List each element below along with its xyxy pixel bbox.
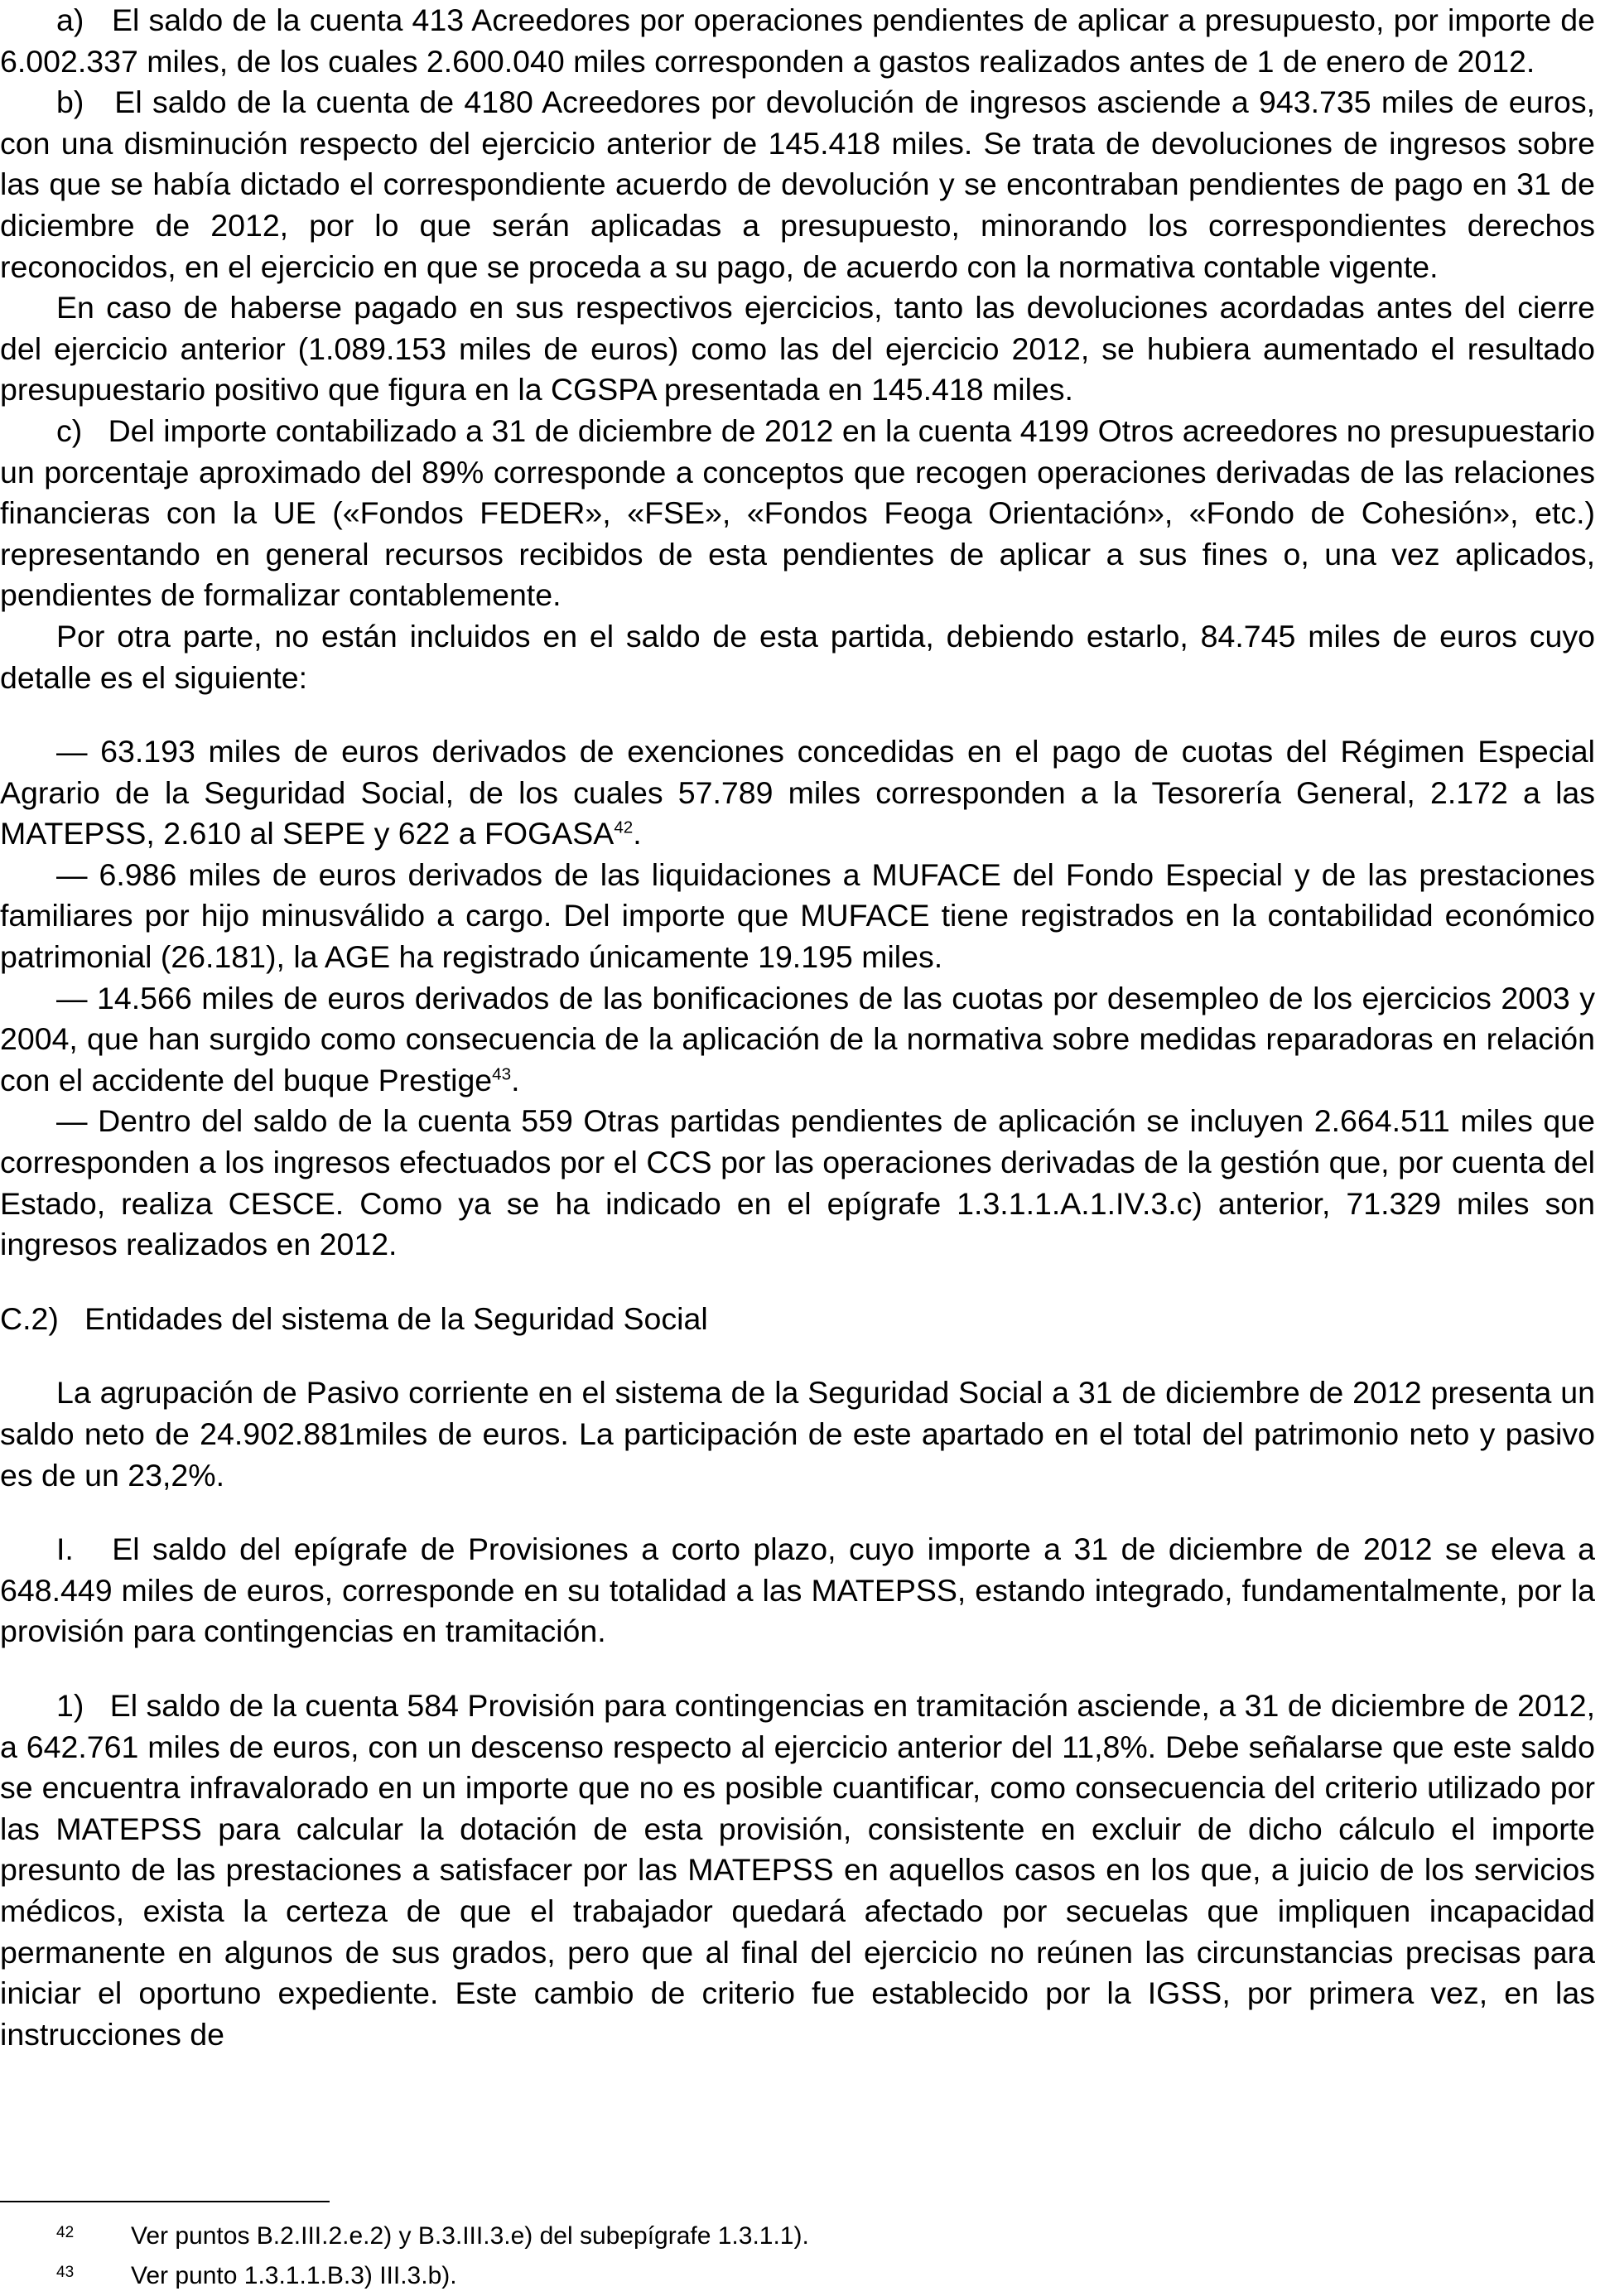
list-item-tail: . bbox=[511, 1062, 520, 1097]
paragraph-4180: b) El saldo de la cuenta de 4180 Acreedores por devolución de ingresos asciende a 943.735 miles de euros, con una disminución respecto del ejercicio anterior de 145.418 miles. Se trata de devoluciones de ingresos sobre las que se había dictado el correspondiente acuerdo de devolución y se encontraban pendientes de pago en 31 de diciembre de 2012, por lo que serán aplicadas a presupuesto, minorando los correspondientes derechos reconocidos, en el ejercicio en que se proceda a su pago, de acuerdo con la normativa contable vigente. bbox=[0, 84, 1595, 284]
list-item-prestige bbox=[0, 978, 1595, 1102]
footnote-number: 42 bbox=[56, 2224, 75, 2241]
footnote-text: Ver punto 1.3.1.1.B.3) III.3.b). bbox=[131, 2262, 457, 2289]
list-item-exenciones bbox=[0, 731, 1595, 855]
paragraph-no-incluidos: Por otra parte, no están incluidos en el saldo de esta partida, debiendo estarlo, 84.745 miles de euros cuyo detalle es el siguiente: bbox=[0, 618, 1595, 695]
paragraph-pasivo-corriente: La agrupación de Pasivo corriente en el sistema de la Seguridad Social a 31 de diciembre de 2012 presenta un saldo neto de 24.902.881miles de euros. La participación de este apartado en el total del patrimonio neto y pasivo es de un 23,2%. bbox=[0, 1375, 1595, 1493]
paragraph-devoluciones: En caso de haberse pagado en sus respectivos ejercicios, tanto las devoluciones acordadas antes del cierre del ejercicio anterior (1.089.153 miles de euros) como las del ejercicio 2012, se hubiera aumentado el resultado presupuestario positivo que figura en la CGSPA presentada en 145.418 miles. bbox=[0, 290, 1595, 408]
footnote-reference[interactable]: 42 bbox=[614, 818, 634, 837]
list-item-tail: . bbox=[633, 816, 642, 851]
footnote-separator bbox=[0, 2201, 330, 2202]
footnote-number: 43 bbox=[56, 2264, 75, 2281]
footnotes bbox=[0, 2216, 1595, 2296]
paragraph-cuenta-584: 1) El saldo de la cuenta 584 Provisión para contingencias en tramitación asciende, a 31 de diciembre de 2012, a 642.761 miles de euros, con un descenso respecto al ejercicio anterior del 11,8%. Debe señalarse que este saldo se encuentra infravalorado en un importe que no es posible cuantificar, como consecuencia del criterio utilizado por las MATEPSS para calcular la dotación de esta provisión, consistente en excluir de dicho cálculo el importe presunto de las prestaciones a satisfacer por las MATEPSS en aquellos casos en los que, a juicio de los servicios médicos, exista la certeza de que el trabajador quedará afectado por secuelas que impliquen incapacidad permanente en algunos de sus grados, pero que al final del ejercicio no reúnen las circunstancias precisas para iniciar el oportuno expediente. Este cambio de criterio fue establecido por la IGSS, por primera vez, en las instrucciones de bbox=[0, 1687, 1595, 2052]
paragraph-413: a) El saldo de la cuenta 413 Acreedores por operaciones pendientes de aplicar a presupuesto, por importe de 6.002.337 miles, de los cuales 2.600.040 miles corresponden a gastos realizados antes de 1 de enero de 2012. bbox=[0, 2, 1595, 79]
list-item-muface: — 6.986 miles de euros derivados de las liquidaciones a MUFACE del Fondo Especial y de las prestaciones familiares por hijo minusválido a cargo. Del importe que MUFACE tiene registrados en la contabilidad económico patrimonial (26.181), la AGE ha registrado únicamente 19.195 miles. bbox=[0, 856, 1595, 975]
list-item-cuenta-559: — Dentro del saldo de la cuenta 559 Otras partidas pendientes de aplicación se incluyen 2.664.511 miles que corresponden a los ingresos efectuados por el CCS por las operaciones derivadas de la gestión que, por cuenta del Estado, realiza CESCE. Como ya se ha indicado en el epígrafe 1.3.1.1.A.1.IV.3.c) anterior, 71.329 miles son ingresos realizados en 2012. bbox=[0, 1103, 1595, 1262]
paragraph-4199: c) Del importe contabilizado a 31 de diciembre de 2012 en la cuenta 4199 Otros acreedores no presupuestario un porcentaje aproximado del 89% corresponde a conceptos que recogen operaciones derivadas de las relaciones financieras con la UE («Fondos FEDER», «FSE», «Fondos Feoga Orientación», «Fondo de Cohesión», etc.) representando en general recursos recibidos de esta pendientes de aplicar a sus fines o, una vez aplicados, pendientes de formalizar contablemente. bbox=[0, 412, 1595, 613]
section-heading: C.2) Entidades del sistema de la Seguridad Social bbox=[0, 1300, 708, 1336]
list-item-text: — 14.566 miles de euros derivados de las bonificaciones de las cuotas por desempleo de los ejercicios 2003 y 2004, que han surgido como consecuencia de la aplicación de la normativa sobre medidas reparadoras en relación con el accidente del buque Prestige bbox=[0, 980, 1595, 1097]
paragraph-provisiones: I. El saldo del epígrafe de Provisiones a corto plazo, cuyo importe a 31 de diciembre de 2012 se eleva a 648.449 miles de euros, corresponde en su totalidad a las MATEPSS, estando integrado, fundamentalmente, por la provisión para contingencias en tramitación. bbox=[0, 1531, 1595, 1649]
footnote-43 bbox=[0, 2256, 1595, 2296]
list-item-text: — 63.193 miles de euros derivados de exenciones concedidas en el pago de cuotas del Régimen Especial Agrario de la Seguridad Social, de los cuales 57.789 miles corresponden a la Tesorería General, 2.172 a las MATEPSS, 2.610 al SEPE y 622 a FOGASA bbox=[0, 734, 1595, 851]
footnote-text: Ver puntos B.2.III.2.e.2) y B.3.III.3.e) del subepígrafe 1.3.1.1). bbox=[131, 2222, 809, 2250]
footnote-reference[interactable]: 43 bbox=[492, 1064, 512, 1084]
footnote-42 bbox=[0, 2216, 1595, 2256]
